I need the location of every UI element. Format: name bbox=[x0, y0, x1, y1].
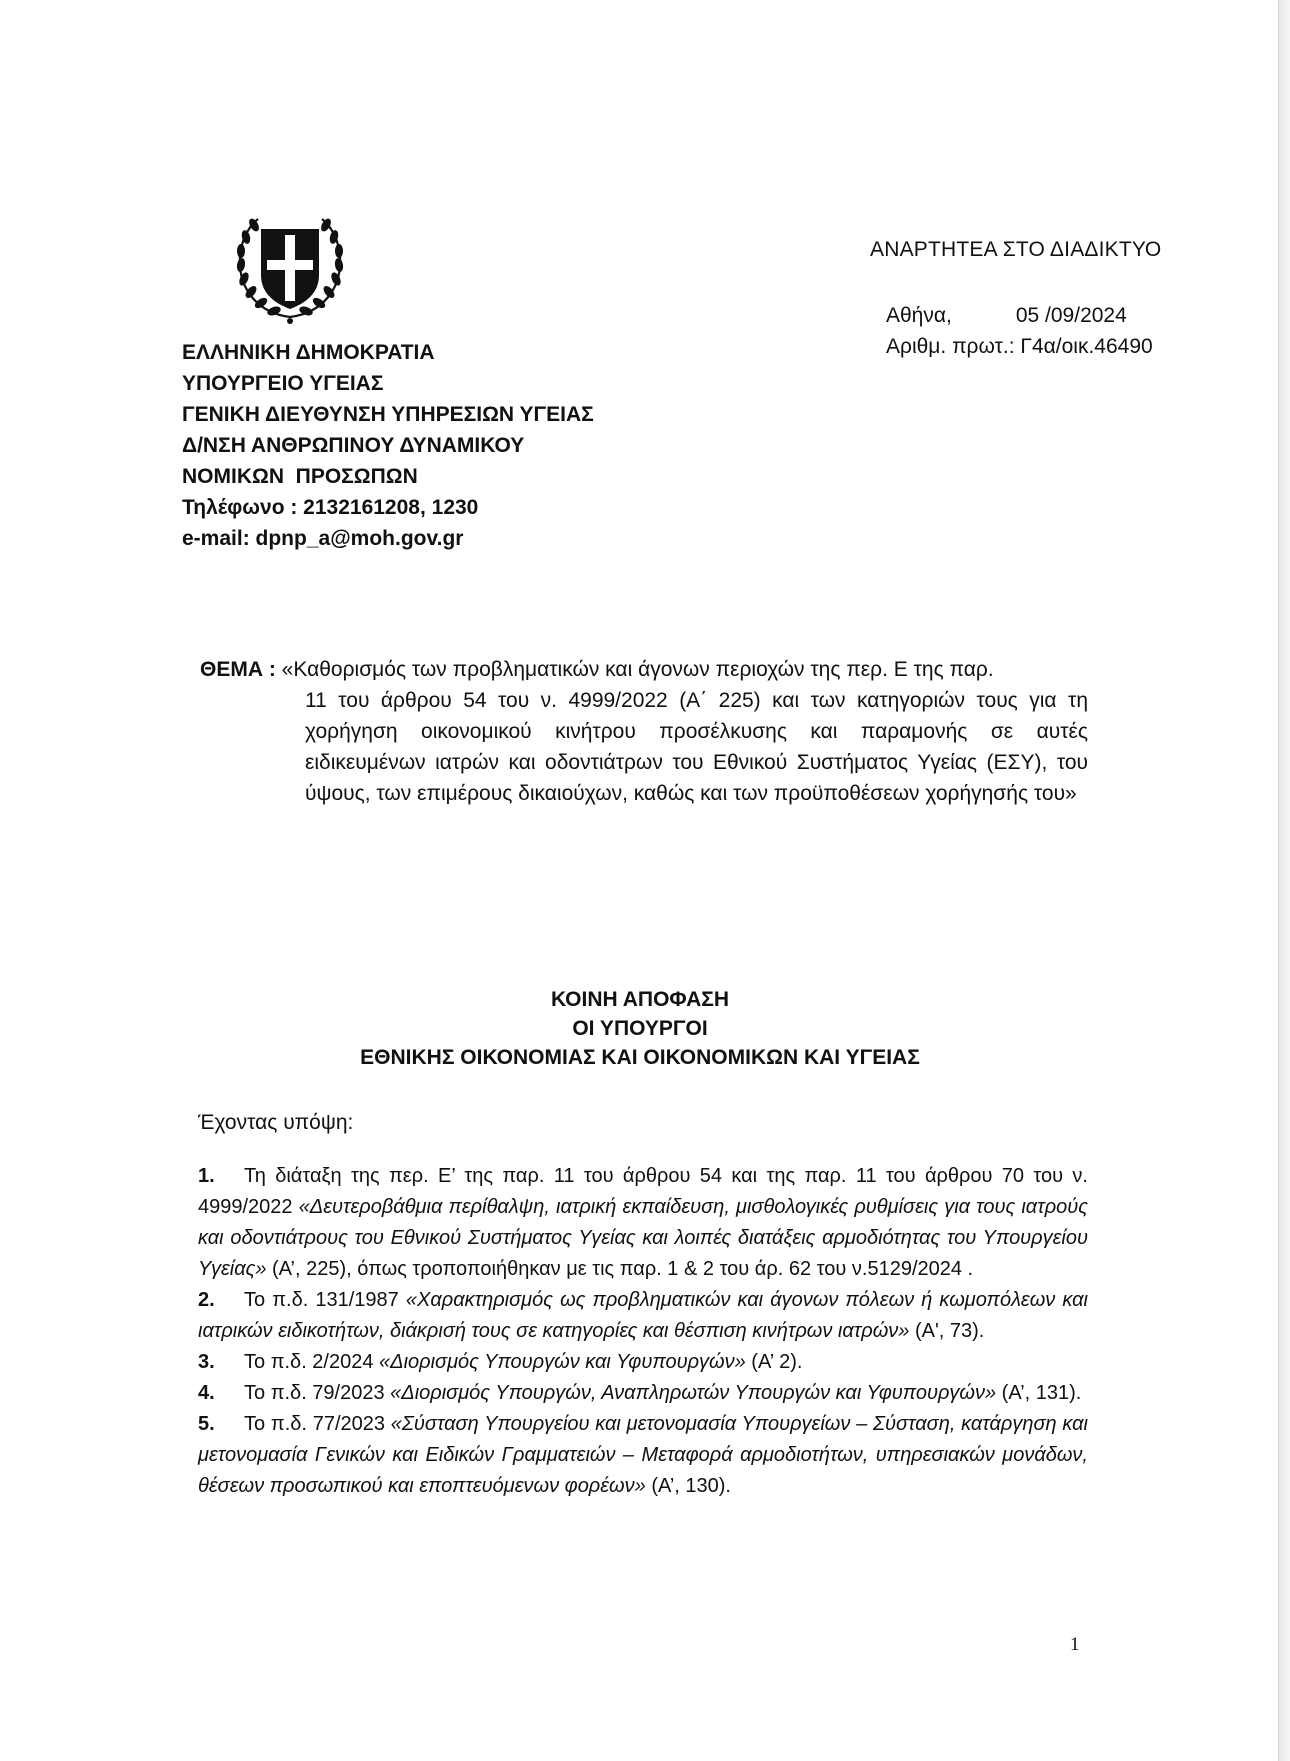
item-quote: «Δευτεροβάθμια περίθαλψη, ιατρική εκπαίδευση, μισθολογικές ρυθμίσεις για τους ιατρούς και οδοντιάτρους του Εθνικού Συστήματος Υγείας και λοιπές διατάξεις αρμοδιότητας του Υπουργείου Υγείας» bbox=[198, 1196, 1088, 1280]
list-item bbox=[198, 1347, 1088, 1378]
org-line: ΕΛΛΗΝΙΚΗ ΔΗΜΟΚΡΑΤΙΑ bbox=[182, 341, 435, 364]
ministers-title: ΟΙ ΥΠΟΥΡΓΟΙ bbox=[572, 1017, 708, 1040]
list-item bbox=[198, 1161, 1088, 1285]
page-number: 1 bbox=[1070, 1634, 1080, 1655]
list-item bbox=[198, 1285, 1088, 1347]
org-line: ΓΕΝΙΚΗ ΔΙΕΥΘΥΝΣΗ ΥΠΗΡΕΣΙΩΝ ΥΓΕΙΑΣ bbox=[182, 403, 594, 426]
item-text: Το π.δ. 79/2023 bbox=[244, 1382, 391, 1404]
subject-label: ΘΕΜΑ : bbox=[200, 658, 276, 681]
ministries-title: ΕΘΝΙΚΗΣ ΟΙΚΟΝΟΜΙΑΣ ΚΑΙ ΟΙΚΟΝΟΜΙΚΩΝ ΚΑΙ ΥΓΕΙΑΣ bbox=[360, 1046, 920, 1069]
document-date: 05 /09/2024 bbox=[1015, 304, 1127, 327]
item-text: Το π.δ. 131/1987 bbox=[244, 1289, 406, 1311]
phone-line: Τηλέφωνο : 2132161208, 1230 bbox=[182, 496, 479, 519]
upload-notice: ΑΝΑΡΤΗΤΕΑ ΣΤΟ ΔΙΑΔΙΚΤΥΟ bbox=[870, 238, 1162, 261]
item-quote: «Χαρακτηρισμός ως προβληματικών και άγονων πόλεων ή κωμοπόλεων και ιατρικών ειδικοτήτων, διάκρισή τους σε κατηγορίες και θέσπιση κινήτρων ιατρών» bbox=[198, 1289, 1088, 1342]
page-edge-shadow bbox=[1279, 0, 1290, 1761]
org-line: ΝΟΜΙΚΩΝ ΠΡΟΣΩΠΩΝ bbox=[182, 465, 418, 488]
org-line: Δ/ΝΣΗ ΑΝΘΡΩΠΙΝΟΥ ΔΥΝΑΜΙΚΟΥ bbox=[182, 434, 525, 457]
item-number: 4. bbox=[198, 1382, 215, 1404]
item-text-end: (Α’, 130). bbox=[645, 1475, 731, 1497]
item-text-end: (Α’ 2). bbox=[745, 1351, 803, 1373]
item-text: Το π.δ. 77/2023 bbox=[244, 1413, 391, 1435]
protocol-number: Αριθμ. πρωτ.: Γ4α/οικ.46490 bbox=[886, 335, 1153, 358]
item-quote: «Σύσταση Υπουργείου και μετονομασία Υπουργείων – Σύσταση, κατάργηση και μετονομασία Γενικών και Ειδικών Γραμματειών – Μεταφορά αρμοδιοτήτων, υπηρεσιακών μονάδων, θέσεων προσωπικού και εποπτευόμενων φορέων» bbox=[198, 1413, 1088, 1497]
greek-coat-of-arms-emblem bbox=[228, 205, 352, 329]
item-number: 5. bbox=[198, 1413, 215, 1435]
subject-first-line bbox=[200, 654, 1088, 685]
item-number: 3. bbox=[198, 1351, 215, 1373]
decision-title: ΚΟΙΝΗ ΑΠΟΦΑΣΗ bbox=[550, 988, 730, 1011]
date-and-protocol bbox=[886, 300, 1153, 362]
subject-block bbox=[200, 654, 1088, 809]
decision-title-block bbox=[0, 985, 1290, 1072]
date-row bbox=[886, 300, 1153, 331]
org-line: ΥΠΟΥΡΓΕΙΟ ΥΓΕΙΑΣ bbox=[182, 372, 384, 395]
list-item bbox=[198, 1409, 1088, 1502]
item-text: Το π.δ. 2/2024 bbox=[244, 1351, 380, 1373]
subject-text-rest: 11 του άρθρου 54 του ν. 4999/2022 (Α΄ 225) και των κατηγοριών τους για τη χορήγηση οικονομικού κινήτρου προσέλκυσης και παραμονής σε αυτές ειδικευμένων ιατρών και οδοντιάτρων του Εθνικού Συστήματος Υγείας (ΕΣΥ), του ύψους, των επιμέρους δικαιούχων, καθώς και των προϋποθέσεων χορήγησής του» bbox=[305, 689, 1088, 805]
item-number: 2. bbox=[198, 1289, 215, 1311]
item-text-end: (Α’, 131). bbox=[996, 1382, 1082, 1404]
legal-basis-list bbox=[198, 1161, 1088, 1502]
item-text-end: (Α’, 225), όπως τροποποιήθηκαν με τις παρ. 1 & 2 του άρ. 62 του ν.5129/2024 . bbox=[266, 1258, 974, 1280]
item-quote: «Διορισμός Υπουργών, Αναπληρωτών Υπουργών και Υφυπουργών» bbox=[390, 1382, 997, 1404]
issuing-authority-block bbox=[182, 337, 594, 554]
item-text-end: (Α', 73). bbox=[909, 1320, 985, 1342]
item-text: Τη διάταξη της περ. Ε’ της παρ. 11 του άρθρου 54 και της παρ. 11 του άρθρου 70 του ν. 4999/2022 bbox=[198, 1165, 1088, 1218]
considering-heading: Έχοντας υπόψη: bbox=[198, 1111, 354, 1134]
city: Αθήνα, bbox=[886, 304, 952, 327]
email-line: e-mail: dpnp_a@moh.gov.gr bbox=[182, 527, 464, 550]
item-number: 1. bbox=[198, 1165, 215, 1187]
item-quote: «Διορισμός Υπουργών και Υφυπουργών» bbox=[379, 1351, 746, 1373]
subject-text-start: «Καθορισμός των προβληματικών και άγονων περιοχών της περ. Ε της παρ. bbox=[281, 658, 994, 681]
list-item bbox=[198, 1378, 1088, 1409]
